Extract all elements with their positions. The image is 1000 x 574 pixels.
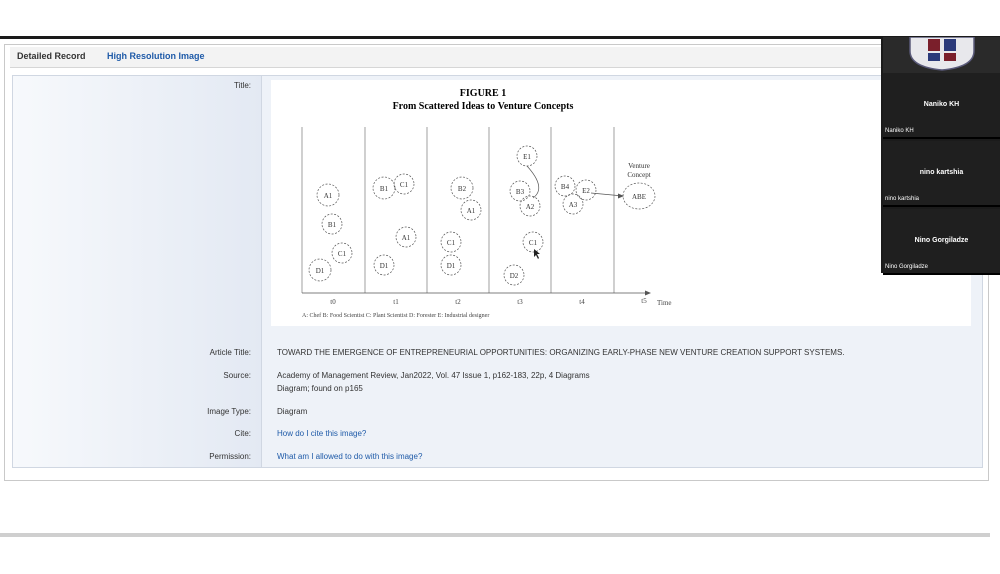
figure-title: From Scattered Ideas to Venture Concepts: [392, 101, 574, 112]
time-ticks: [330, 297, 647, 306]
participant-name-2: Naniko KH: [923, 101, 960, 108]
image-type-value: Diagram: [277, 407, 308, 416]
field-label-column: [13, 76, 262, 467]
tick-t5: t5: [641, 297, 647, 305]
title-label: Title:: [233, 81, 251, 90]
tick-t4: t4: [579, 298, 585, 306]
permission-link[interactable]: What am I allowed to do with this image?: [277, 452, 423, 461]
node-a1-t1: A1: [401, 234, 411, 242]
window-top-border: [0, 36, 1000, 39]
source-value-line1: Academy of Management Review, Jan2022, Vol. 47 Issue 1, p162-183, 22p, 4 Diagrams: [277, 371, 590, 380]
figure-diagram: [271, 80, 971, 326]
time-axis-arrow: [645, 291, 651, 296]
detailed-record-table: [12, 75, 983, 468]
record-panel: [4, 44, 989, 481]
node-b3-t3: B3: [515, 188, 525, 196]
horizontal-scrollbar[interactable]: [0, 533, 990, 537]
time-label: Time: [657, 299, 672, 307]
idea-nodes: [309, 146, 655, 285]
node-d1-t0: D1: [315, 267, 325, 275]
node-d1-t2: D1: [446, 262, 456, 270]
figure-heading: FIGURE 1: [459, 88, 507, 99]
participant-label-3: nino kartshia: [885, 196, 920, 202]
node-d2-t3: D2: [509, 272, 519, 280]
node-b2-t2: B2: [457, 185, 467, 193]
video-call-participants: [881, 37, 1000, 273]
participant-name-4: Nino Gorgiladze: [914, 237, 969, 244]
image-type-label: Image Type:: [207, 407, 251, 416]
tick-t1: t1: [393, 298, 399, 306]
cite-label: Cite:: [234, 429, 251, 438]
permission-label: Permission:: [209, 452, 251, 461]
node-a2-t3: A2: [525, 203, 535, 211]
article-title-label: Article Title:: [209, 348, 251, 357]
article-title-value: TOWARD THE EMERGENCE OF ENTREPRENEURIAL OPPORTUNITIES: ORGANIZING EARLY-PHASE NEW VENTURE CREATION SUPPORT SYSTEMS.: [277, 348, 845, 357]
node-e1-t3: E1: [523, 153, 531, 161]
figure-image[interactable]: [271, 80, 971, 326]
node-a3-t4: A3: [568, 201, 578, 209]
participant-tile-3[interactable]: [883, 141, 1000, 207]
source-label: Source:: [223, 371, 251, 380]
node-c1-t1: C1: [399, 181, 409, 189]
node-b1-t1: B1: [379, 185, 389, 193]
cite-link[interactable]: How do I cite this image?: [277, 429, 367, 438]
tab-detailed-record[interactable]: Detailed Record: [17, 51, 86, 61]
node-a1-t2: A1: [466, 207, 476, 215]
tick-t3: t3: [517, 298, 523, 306]
tick-t2: t2: [455, 298, 461, 306]
node-c1-t2: C1: [446, 239, 456, 247]
node-c1-t0: C1: [337, 250, 347, 258]
source-value-line2: Diagram; found on p165: [277, 384, 363, 393]
node-c1-t3: C1: [528, 239, 538, 247]
participant-tile-4[interactable]: [883, 209, 1000, 275]
node-b1-t0: B1: [327, 221, 337, 229]
university-crest-icon: [908, 37, 976, 71]
node-b4-t4: B4: [560, 183, 570, 191]
figure-legend: A: Chef B: Food Scientist C: Plant Scientist D: Forester E: Industrial designer: [302, 313, 490, 319]
record-tabs: [10, 47, 982, 68]
participant-label-2: Naniko KH: [885, 128, 914, 134]
mouse-cursor-icon: [534, 249, 540, 259]
participant-label-4: Nino Gorgiladze: [885, 264, 929, 270]
node-abe: ABE: [632, 193, 646, 201]
time-period-dividers: [302, 127, 614, 293]
venture-label-line2: Concept: [627, 171, 651, 179]
e1-link-arrow: [527, 166, 539, 198]
participant-name-3: nino kartshia: [919, 169, 964, 176]
venture-label-line1: Venture: [628, 162, 650, 170]
node-a1-t0: A1: [323, 192, 333, 200]
node-e2-t4: E2: [582, 187, 590, 195]
tab-high-resolution-image[interactable]: High Resolution Image: [107, 51, 205, 61]
node-d1-t1: D1: [379, 262, 389, 270]
tick-t0: t0: [330, 298, 336, 306]
participant-tile-2[interactable]: [883, 73, 1000, 139]
